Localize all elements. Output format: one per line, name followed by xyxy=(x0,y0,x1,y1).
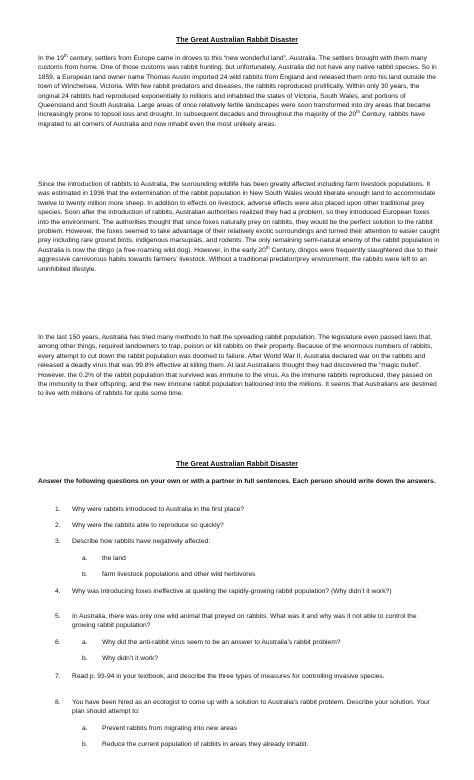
question-text: Why were rabbits introduced to Australia in the first place? xyxy=(72,506,245,513)
question-number: 2. xyxy=(55,522,61,529)
paragraph-2-part-2: Century, dingos were frequently slaughtered due to their aggressive carnivorous habits towards farmers’ livestock. Without a traditional predator/prey environment, the rabbits were left to an uninhibited lifestyle. xyxy=(38,246,438,273)
question-number: 7. xyxy=(55,673,61,680)
paragraph-1-sup-1: th xyxy=(64,52,68,58)
paragraph-1-part-1: In the 19 xyxy=(38,55,65,62)
paragraph-1-sup-2: th xyxy=(356,109,361,115)
question-text: You have been hired as an ecologist to come up with a solution to Australia’s rabbit problem. Describe your solution. Your plan should attempt to: xyxy=(72,699,430,716)
sub-question-text: Why didn’t it work? xyxy=(102,655,159,662)
paragraph-1-part-3: Century, rabbits have migrated to all corners of Australia and now inhabit even the most unlikely areas. xyxy=(38,111,425,128)
sub-question-text: Prevent rabbits from migrating into new areas xyxy=(102,725,237,732)
sub-question-text: the land xyxy=(102,555,126,562)
section-title: The Great Australian Rabbit Disaster xyxy=(176,461,298,468)
sub-question-letter: b. xyxy=(82,655,88,662)
sub-question-text: Reduce the current population of rabbits in areas they already inhabit. xyxy=(102,741,309,748)
question-number: 3. xyxy=(55,538,61,545)
page-title: The Great Australian Rabbit Disaster xyxy=(176,37,298,44)
question-number: 1. xyxy=(55,506,61,513)
sub-question-letter: a. xyxy=(82,555,88,562)
paragraph-2-sup-1: th xyxy=(265,244,270,250)
question-text: Read p. 93-94 in your textbook, and describe the three types of measures for controlling invasive species. xyxy=(72,673,385,680)
paragraph-1-part-2: century, settlers from Europe came in droves to this “new wonderful land”, Australia. The settlers brought with them many customs from home. One of those customs was rabbit hunting; but unfortunately, Australia did not have any native rabbit species. So in 1859, a European land owner name Thomas Austin imported 24 wild rabbits from England and released them onto his land outside the town of Winchelsea, Victoria. With few rabbit predators and diseases, the rabbits reproduced prolifically. Within only 30 years, the original 24 rabbits had reproduced exponentially to millions and inhabited the states of Victoria, South Wales, and portions of Queensland and South Australia. Large areas of once relatively fertile landscapes were soon transformed into dry areas that became increasingly prone to topsoil loss and drought. In subsequent decades and throughout the majority of the 20 xyxy=(38,55,437,119)
question-number: 8. xyxy=(55,699,61,706)
sub-question-text: farm livestock populations and other wild herbivores xyxy=(102,571,256,578)
question-text: Why were the rabbits able to reproduce so quickly? xyxy=(72,522,224,529)
sub-question-letter: a. xyxy=(82,725,88,732)
question-text: Why was introducing foxes ineffective at quelling the rapidly-growing rabbit population? (Why didn’t it work?) xyxy=(72,588,392,595)
question-number: 6. xyxy=(55,639,61,646)
instructions: Answer the following questions on your own or with a partner in full sentences. Each person should write down the answers. xyxy=(38,478,436,485)
paragraph-2-text xyxy=(38,180,440,274)
paragraph-1-text xyxy=(38,54,440,129)
paragraph-3-text: In the last 150 years, Australia has tried many methods to halt the spreading rabbit population. The legislature even passed laws that, among other things, required landowners to trap, poison or kill rabbits on their property. Because of the enormous numbers of rabbits, every attempt to cut down the rabbit population was doomed to failure. After World War II, Australia declared war on the rabbits and released a deadly virus that was 99.8% effective at killing them. At last Australians thought they had discovered the “magic bullet”. However, the 0.2% of the rabbit population that survived was immune to the virus. As the immune rabbits reproduced, they passed on the immunity to their offspring, and the new immune rabbit population ballooned into the millions. It seems that Australians are destined to live with millions of rabbits for quite some time. xyxy=(38,334,437,398)
sub-question-letter: b. xyxy=(82,571,88,578)
paragraph-2-part-1: Since the introduction of rabbits to Australia, the surrounding wildlife has been greatly affected including farm livestock populations. It was estimated in 1936 that the extermination of the rabbit population in New South Wales would liberate enough land to accommodate twelve to twenty million more sheep. In addition to effects on livestock, adverse effects were also placed upon other traditional prey species. Soon after the introduction of rabbits, Australian authorities realized they had a problem, so they introduced European foxes into the environment. The authorities thought that since foxes naturally prey on rabbits, they would be the perfect solution to the rabbit problem. However, the foxes seemed to take advantage of their relatively exotic surroundings and turned their attention to easier caught prey including rare ground birds, indigenous marsupials, and rodents. The only remaining semi-natural enemy of the rabbit population in Australia is now the dingo (a free-roaming wild dog). However, in the early 20 xyxy=(38,181,440,254)
question-text: Describe how rabbits have negatively affected: xyxy=(72,538,211,545)
sub-question-letter: a. xyxy=(82,639,88,646)
paragraph-1 xyxy=(38,54,440,129)
sub-question-text: Why did the anti-rabbit virus seem to be an answer to Australia’s rabbit problem? xyxy=(102,639,341,646)
question-number: 4. xyxy=(55,588,61,595)
question-text: In Australia, there was only one wild animal that preyed on rabbits. What was it and why was it not able to control the growing rabbit population? xyxy=(72,613,417,630)
paragraph-3 xyxy=(38,333,440,399)
paragraph-2 xyxy=(38,180,440,274)
sub-question-letter: b. xyxy=(82,741,88,748)
question-number: 5. xyxy=(55,613,61,620)
